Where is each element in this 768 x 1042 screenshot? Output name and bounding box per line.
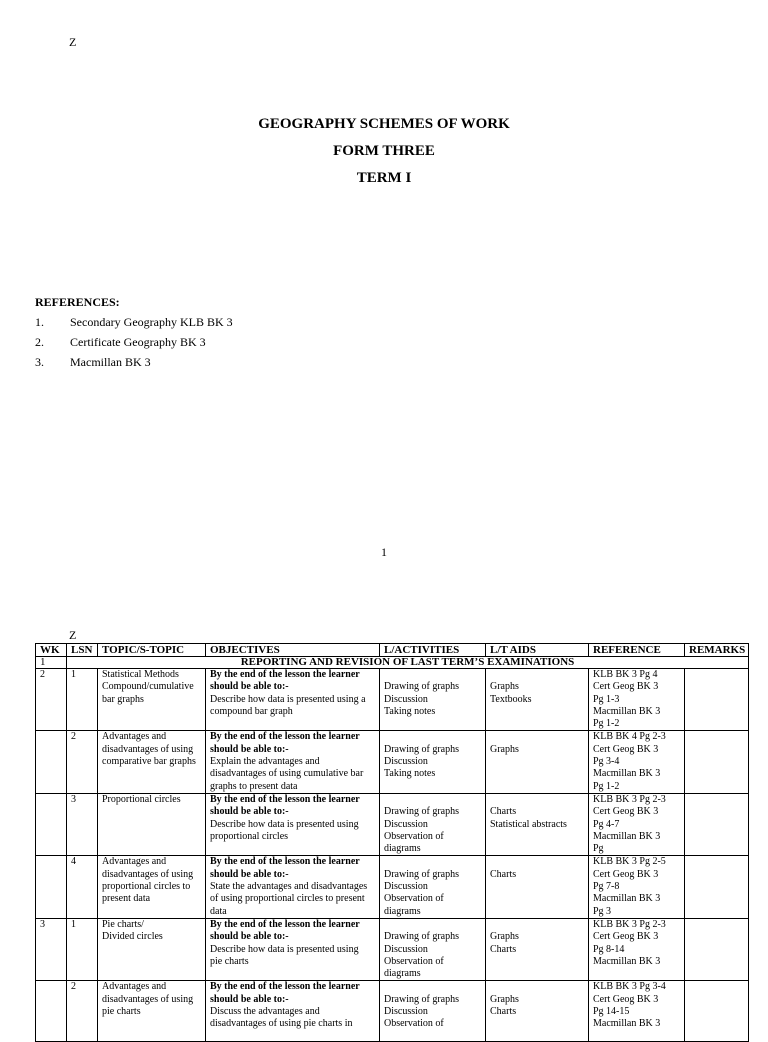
header-aids: L/T AIDS xyxy=(486,644,589,657)
topic-cell xyxy=(98,856,206,918)
reference-line: Cert Geog BK 3 xyxy=(593,806,659,818)
topic-line: disadvantages of using xyxy=(102,993,194,1005)
topic-line: disadvantages of using xyxy=(102,868,194,880)
activity-line: diagrams xyxy=(384,905,421,917)
reference-line: KLB BK 3 Pg 2-3 xyxy=(593,918,666,930)
objective-line: Describe how data is presented using xyxy=(210,943,359,955)
week-cell xyxy=(36,793,67,855)
lesson-cell: 1 xyxy=(67,669,98,731)
objectives-cell xyxy=(206,793,380,855)
objective-line: Explain the advantages and xyxy=(210,756,320,768)
reference-line: Pg xyxy=(593,843,604,855)
activity-line: Discussion xyxy=(384,756,428,768)
reference-line: Macmillan BK 3 xyxy=(593,1018,661,1030)
objective-line: of using proportional circles to present xyxy=(210,893,365,905)
aids-cell xyxy=(486,856,589,918)
activities-cell xyxy=(380,669,486,731)
reference-line: Cert Geog BK 3 xyxy=(593,931,659,943)
header-wk: WK xyxy=(36,644,67,657)
activity-line: Discussion xyxy=(384,1006,428,1018)
schemes-of-work-table xyxy=(35,643,749,1042)
spacer xyxy=(490,669,584,681)
header-objectives: OBJECTIVES xyxy=(206,644,380,657)
reference-text: Macmillan BK 3 xyxy=(70,355,151,369)
reference-line: KLB BK 3 Pg 2-5 xyxy=(593,856,666,868)
revision-row xyxy=(36,657,749,669)
topic-cell xyxy=(98,731,206,793)
reference-cell xyxy=(589,669,685,731)
objective-line: Describe how data is presented using xyxy=(210,818,359,830)
objective-line: disadvantages of using pie charts in xyxy=(210,1018,353,1030)
activity-line: diagrams xyxy=(384,843,421,855)
header-mark-page2: Z xyxy=(69,628,77,642)
objective-line: graphs to present data xyxy=(210,780,298,792)
topic-line: present data xyxy=(102,893,151,905)
remarks-cell xyxy=(685,856,749,918)
topic-line: disadvantages of using xyxy=(102,743,194,755)
table-header-row xyxy=(36,644,749,657)
activities-cell xyxy=(380,981,486,1042)
reference-line: Cert Geog BK 3 xyxy=(593,993,659,1005)
activities-cell xyxy=(380,793,486,855)
header-reference: REFERENCE xyxy=(589,644,685,657)
reference-line: Macmillan BK 3 xyxy=(593,705,661,717)
topic-line: Compound/cumulative xyxy=(102,681,194,693)
topic-line: Pie charts/ xyxy=(102,918,144,930)
term-title: TERM I xyxy=(356,170,412,186)
activity-line: Observation of xyxy=(384,893,444,905)
activity-line: Taking notes xyxy=(384,768,436,780)
reference-line: Macmillan BK 3 xyxy=(593,955,661,967)
lesson-cell: 4 xyxy=(67,856,98,918)
form-title: FORM THREE xyxy=(333,143,435,159)
lesson-cell: 3 xyxy=(67,793,98,855)
aids-cell xyxy=(486,793,589,855)
activity-line: Drawing of graphs xyxy=(384,993,459,1005)
aid-line: Charts xyxy=(490,1006,517,1018)
reference-line: Pg 4-7 xyxy=(593,818,620,830)
activity-line: Taking notes xyxy=(384,705,436,717)
topic-cell xyxy=(98,793,206,855)
revision-week: 1 xyxy=(36,657,67,669)
document-title: GEOGRAPHY SCHEMES OF WORK xyxy=(258,116,510,132)
objective-lead: should be able to:- xyxy=(210,806,289,818)
objective-line: disadvantages of using cumulative bar xyxy=(210,768,364,780)
table-row xyxy=(36,918,749,980)
reference-text: Secondary Geography KLB BK 3 xyxy=(70,315,233,329)
page-number: 1 xyxy=(381,545,387,559)
topic-line: bar graphs xyxy=(102,693,144,705)
aid-line: Graphs xyxy=(490,993,519,1005)
objective-lead: By the end of the lesson the learner xyxy=(210,793,360,805)
activities-cell xyxy=(380,918,486,980)
lesson-cell: 1 xyxy=(67,918,98,980)
topic-cell xyxy=(98,669,206,731)
objectives-cell xyxy=(206,669,380,731)
objective-line: pie charts xyxy=(210,955,249,967)
objective-line: proportional circles xyxy=(210,830,289,842)
activities-cell xyxy=(380,856,486,918)
header-activities: L/ACTIVITIES xyxy=(380,644,486,657)
objective-line: Discuss the advantages and xyxy=(210,1006,320,1018)
activity-line: Discussion xyxy=(384,818,428,830)
reference-line: Macmillan BK 3 xyxy=(593,830,661,842)
aid-line: Charts xyxy=(490,806,517,818)
aid-line: Textbooks xyxy=(490,693,532,705)
activity-line: Drawing of graphs xyxy=(384,743,459,755)
objective-line: State the advantages and disadvantages xyxy=(210,881,368,893)
aid-line: Graphs xyxy=(490,681,519,693)
revision-text: REPORTING AND REVISION OF LAST TERM’S EXAMINATIONS xyxy=(67,657,749,669)
reference-cell xyxy=(589,856,685,918)
week-cell xyxy=(36,981,67,1042)
reference-cell xyxy=(589,981,685,1042)
activity-line: Drawing of graphs xyxy=(384,931,459,943)
topic-line: pie charts xyxy=(102,1006,141,1018)
objectives-cell xyxy=(206,981,380,1042)
aid-line: Statistical abstracts xyxy=(490,818,567,830)
reference-line: Pg 7-8 xyxy=(593,881,620,893)
header-lsn: LSN xyxy=(67,644,98,657)
objective-line: Describe how data is presented using a xyxy=(210,693,366,705)
references-heading: REFERENCES: xyxy=(35,295,120,309)
spacer xyxy=(384,794,481,806)
objective-lead: By the end of the lesson the learner xyxy=(210,981,360,993)
reference-text: Certificate Geography BK 3 xyxy=(70,335,206,349)
objective-lead: By the end of the lesson the learner xyxy=(210,918,360,930)
aids-cell xyxy=(486,669,589,731)
table-row xyxy=(36,669,749,731)
reference-line: Pg 1-2 xyxy=(593,780,620,792)
objective-lead: By the end of the lesson the learner xyxy=(210,731,360,743)
activity-line: Observation of xyxy=(384,1018,444,1030)
table-row xyxy=(36,731,749,793)
reference-number: 1. xyxy=(35,315,44,329)
activities-cell xyxy=(380,731,486,793)
spacer xyxy=(384,919,481,931)
aids-cell xyxy=(486,918,589,980)
topic-line: Advantages and xyxy=(102,856,167,868)
reference-number: 2. xyxy=(35,335,44,349)
reference-line: Pg 3 xyxy=(593,905,612,917)
objective-line: data xyxy=(210,905,227,917)
spacer xyxy=(384,669,481,681)
reference-line: Cert Geog BK 3 xyxy=(593,743,659,755)
objective-lead: By the end of the lesson the learner xyxy=(210,669,360,680)
lesson-cell: 2 xyxy=(67,981,98,1042)
reference-line: Pg 1-3 xyxy=(593,693,620,705)
week-cell xyxy=(36,731,67,793)
activity-line: Drawing of graphs xyxy=(384,868,459,880)
aid-line: Graphs xyxy=(490,931,519,943)
reference-line: Cert Geog BK 3 xyxy=(593,681,659,693)
reference-line: Cert Geog BK 3 xyxy=(593,868,659,880)
reference-number: 3. xyxy=(35,355,44,369)
header-mark: Z xyxy=(69,35,77,49)
remarks-cell xyxy=(685,793,749,855)
aids-cell xyxy=(486,731,589,793)
remarks-cell xyxy=(685,981,749,1042)
reference-cell xyxy=(589,793,685,855)
table-row xyxy=(36,856,749,918)
topic-line: comparative bar graphs xyxy=(102,756,196,768)
week-cell: 2 xyxy=(36,669,67,731)
activity-line: Drawing of graphs xyxy=(384,681,459,693)
spacer xyxy=(490,981,584,993)
aid-line: Charts xyxy=(490,868,517,880)
header-remarks: REMARKS xyxy=(685,644,749,657)
remarks-cell xyxy=(685,731,749,793)
topic-line: proportional circles to xyxy=(102,881,191,893)
reference-line: Pg 1-2 xyxy=(593,718,620,730)
topic-line: Advantages and xyxy=(102,981,167,993)
aid-line: Graphs xyxy=(490,743,519,755)
aid-line: Charts xyxy=(490,943,517,955)
spacer xyxy=(490,794,584,806)
reference-line: Pg 14-15 xyxy=(593,1006,630,1018)
reference-line: KLB BK 3 Pg 4 xyxy=(593,669,658,680)
objective-line: compound bar graph xyxy=(210,705,293,717)
table-row xyxy=(36,793,749,855)
objectives-cell xyxy=(206,918,380,980)
remarks-cell xyxy=(685,918,749,980)
spacer xyxy=(490,731,584,743)
activity-line: diagrams xyxy=(384,968,421,980)
activity-line: Observation of xyxy=(384,955,444,967)
topic-line: Proportional circles xyxy=(102,793,181,805)
remarks-cell xyxy=(685,669,749,731)
objectives-cell xyxy=(206,856,380,918)
topic-line: Statistical Methods xyxy=(102,669,179,680)
header-topic: TOPIC/S-TOPIC xyxy=(98,644,206,657)
objective-lead: should be able to:- xyxy=(210,681,289,693)
lesson-cell: 2 xyxy=(67,731,98,793)
activity-line: Drawing of graphs xyxy=(384,806,459,818)
topic-line: Divided circles xyxy=(102,931,163,943)
activity-line: Discussion xyxy=(384,943,428,955)
activity-line: Discussion xyxy=(384,881,428,893)
reference-cell xyxy=(589,731,685,793)
objectives-cell xyxy=(206,731,380,793)
reference-cell xyxy=(589,918,685,980)
reference-line: KLB BK 3 Pg 2-3 xyxy=(593,793,666,805)
reference-line: Macmillan BK 3 xyxy=(593,768,661,780)
reference-line: Pg 8-14 xyxy=(593,943,625,955)
spacer xyxy=(384,731,481,743)
objective-lead: should be able to:- xyxy=(210,993,289,1005)
spacer xyxy=(384,981,481,993)
reference-line: KLB BK 4 Pg 2-3 xyxy=(593,731,666,743)
reference-line: Macmillan BK 3 xyxy=(593,893,661,905)
reference-line: Pg 3-4 xyxy=(593,756,620,768)
topic-line: Advantages and xyxy=(102,731,167,743)
topic-cell xyxy=(98,981,206,1042)
activity-line: Observation of xyxy=(384,830,444,842)
objective-lead: should be able to:- xyxy=(210,931,289,943)
aids-cell xyxy=(486,981,589,1042)
spacer xyxy=(384,856,481,868)
week-cell: 3 xyxy=(36,918,67,980)
objective-lead: should be able to:- xyxy=(210,743,289,755)
reference-line: KLB BK 3 Pg 3-4 xyxy=(593,981,666,993)
week-cell xyxy=(36,856,67,918)
table-row xyxy=(36,981,749,1042)
spacer xyxy=(490,856,584,868)
objective-lead: should be able to:- xyxy=(210,868,289,880)
spacer xyxy=(490,919,584,931)
topic-cell xyxy=(98,918,206,980)
activity-line: Discussion xyxy=(384,693,428,705)
objective-lead: By the end of the lesson the learner xyxy=(210,856,360,868)
